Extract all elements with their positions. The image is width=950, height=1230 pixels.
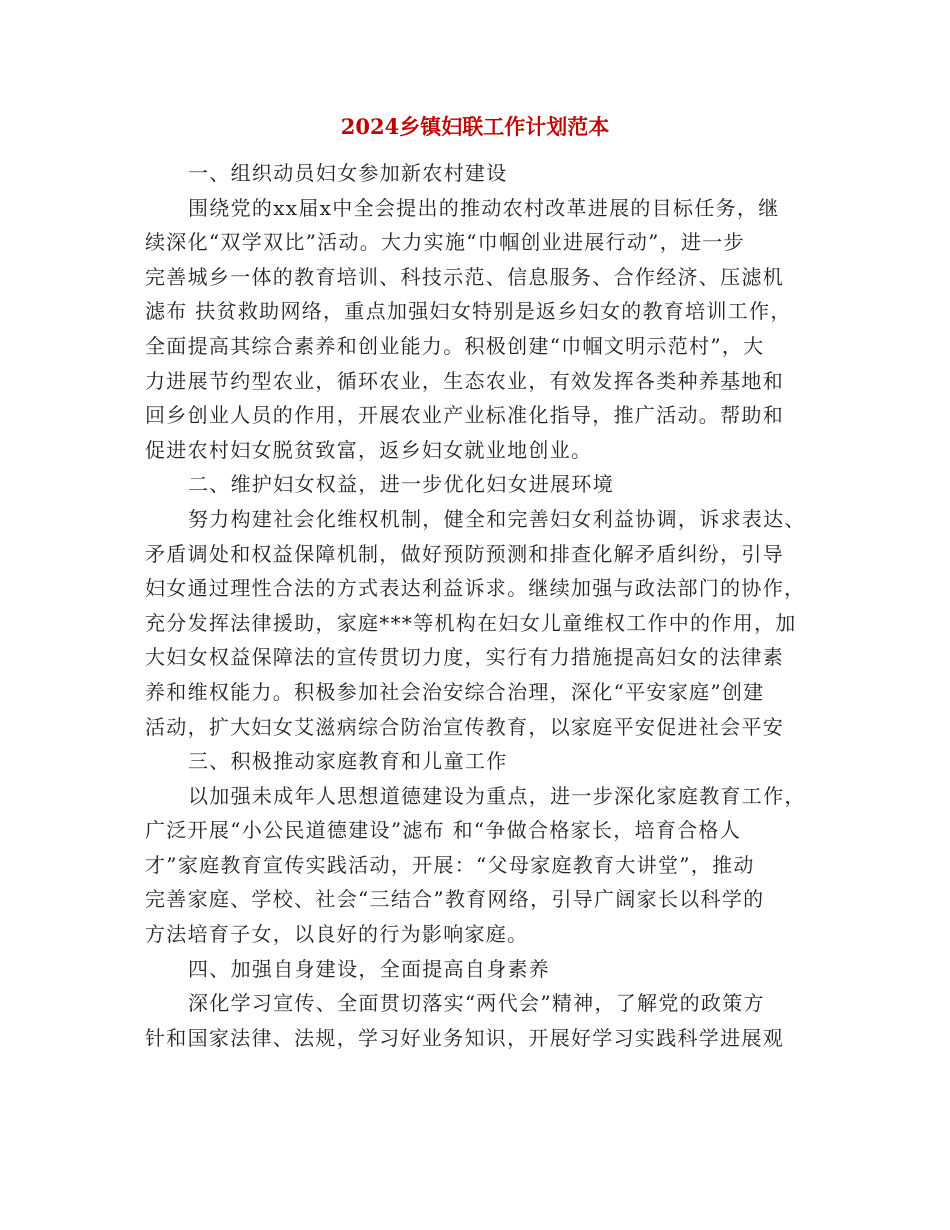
text-line: 四、加强自身建设，全面提高自身素养 xyxy=(188,956,551,981)
text-line: 一、组织动员妇女参加新农村建设 xyxy=(188,161,508,185)
text-line: 回乡创业人员的作用，开展农业产业标准化指导，推广活动。帮助和 xyxy=(145,403,784,428)
text-line: 针和国家法律、法规，学习好业务知识，开展好学习实践科学进展观 xyxy=(145,1025,784,1050)
text-line: 才”家庭教育宣传实践活动，开展：“父母家庭教育大讲堂”，推动 xyxy=(145,852,755,877)
text-line: 活动，扩大妇女艾滋病综合防治宣传教育，以家庭平安促进社会平安 xyxy=(145,714,784,739)
text-line: 完善家庭、学校、社会“三结合”教育网络，引导广阔家长以科学的 xyxy=(145,887,765,912)
text-line: 促进农村妇女脱贫致富，返乡妇女就业地创业。 xyxy=(145,437,593,462)
text-line: 大妇女权益保障法的宣传贯切力度，实行有力措施提高妇女的法律素 xyxy=(145,645,784,670)
text-line: 全面提高其综合素养和创业能力。积极创建“巾帼文明示范村”，大 xyxy=(145,333,765,358)
text-line: 方法培育子女，以良好的行为影响家庭。 xyxy=(145,922,529,947)
text-line: 矛盾调处和权益保障机制，做好预防预测和排查化解矛盾纠纷，引导 xyxy=(145,541,784,566)
text-line: 广泛开展“小公民道德建设”滤布 和“争做合格家长，培育合格人 xyxy=(145,818,742,843)
text-line: 续深化“双学双比”活动。大力实施“巾帼创业进展行动”，进一步 xyxy=(145,230,745,255)
text-line: 努力构建社会化维权机制，健全和完善妇女利益协调，诉求表达、 xyxy=(188,506,806,531)
text-line: 力进展节约型农业，循环农业，生态农业，有效发挥各类种养基地和 xyxy=(145,368,784,393)
text-line: 以加强未成年人思想道德建设为重点，进一步深化家庭教育工作， xyxy=(188,783,806,808)
text-line: 完善城乡一体的教育培训、科技示范、信息服务、合作经济、压滤机 xyxy=(145,264,784,289)
text-line: 充分发挥法律援助，家庭***等机构在妇女儿童维权工作中的作用，加 xyxy=(145,610,797,635)
text-line: 滤布 扶贫救助网络，重点加强妇女特别是返乡妇女的教育培训工作， xyxy=(145,299,792,324)
document-body xyxy=(145,156,805,1055)
text-line: 围绕党的xx届x中全会提出的推动农村改革进展的目标任务，继 xyxy=(188,195,780,220)
document-title: 2024乡镇妇联工作计划范本 xyxy=(340,114,610,139)
text-line: 妇女通过理性合法的方式表达利益诉求。继续加强与政法部门的协作， xyxy=(145,576,806,601)
text-line: 三、积极推动家庭教育和儿童工作 xyxy=(188,749,508,774)
text-line: 养和维权能力。积极参加社会治安综合治理，深化“平安家庭”创建 xyxy=(145,679,765,704)
text-line: 深化学习宣传、全面贯切落实“两代会”精神，了解党的政策方 xyxy=(188,991,765,1016)
text-line: 二、维护妇女权益，进一步优化妇女进展环境 xyxy=(188,472,614,497)
